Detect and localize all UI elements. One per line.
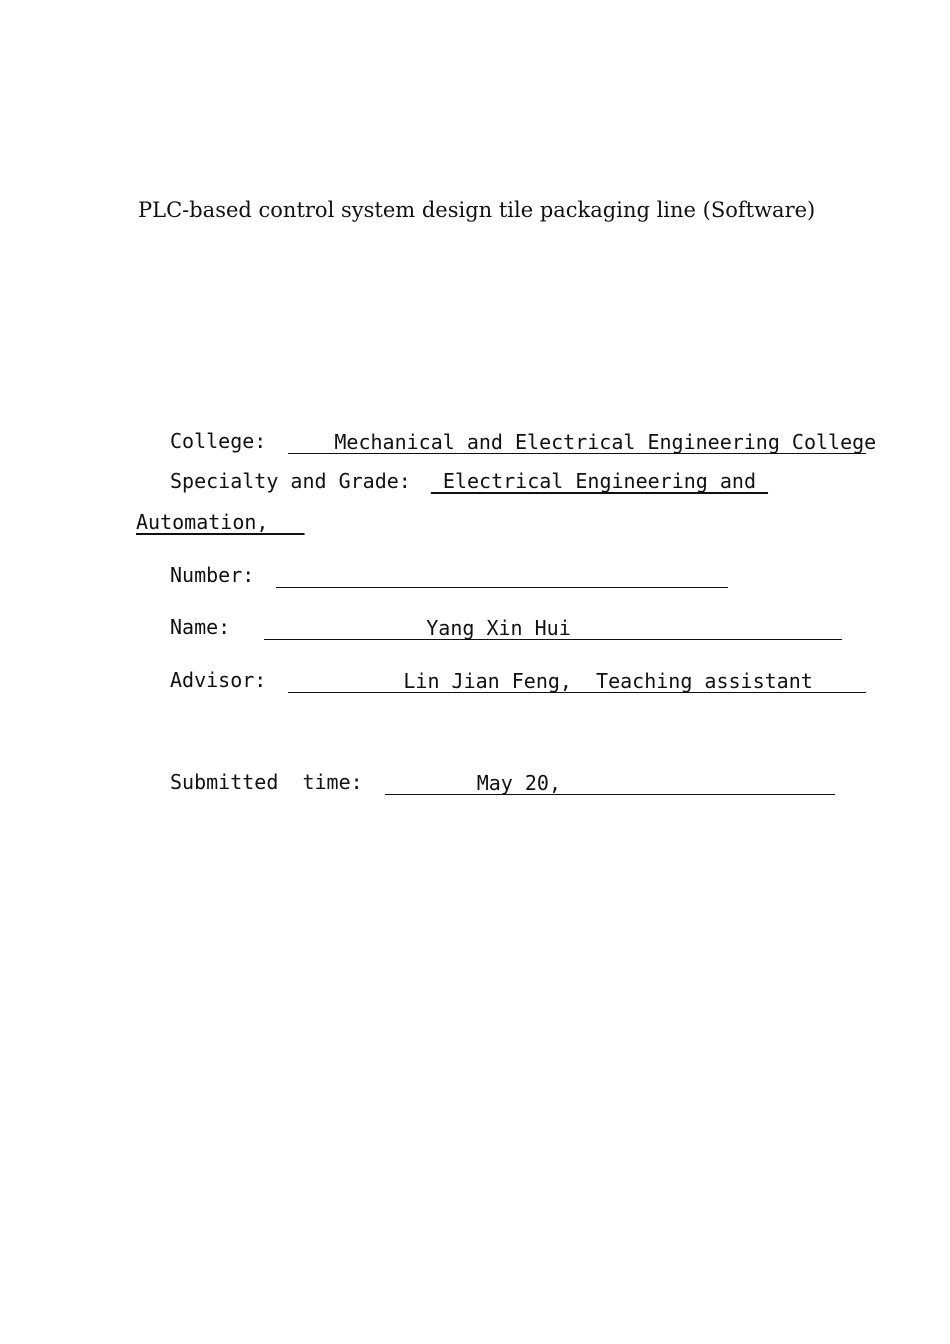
name-underline xyxy=(264,617,842,640)
college-label: College: xyxy=(170,429,267,453)
document-title: PLC-based control system design tile packaging line (Software) xyxy=(138,198,816,222)
submitted-label: Submitted time: xyxy=(170,770,363,794)
specialty-row xyxy=(170,468,768,494)
advisor-label: Advisor: xyxy=(170,668,267,692)
specialty-value-line1: Electrical Engineering and xyxy=(430,469,769,493)
submitted-value: May 20, xyxy=(476,771,561,795)
advisor-value: Lin Jian Feng, Teaching assistant xyxy=(403,669,813,693)
advisor-row xyxy=(170,667,866,693)
college-value: Mechanical and Electrical Engineering College xyxy=(334,430,877,454)
name-label: Name: xyxy=(170,615,231,639)
specialty-row-continued xyxy=(136,509,305,535)
submitted-row xyxy=(170,769,835,795)
number-label: Number: xyxy=(170,563,255,587)
name-value: Yang Xin Hui xyxy=(426,616,571,640)
number-underline xyxy=(276,565,728,588)
specialty-label: Specialty and Grade: xyxy=(170,469,411,493)
college-underline xyxy=(288,430,877,454)
specialty-value-line2: Automation, xyxy=(136,510,305,534)
advisor-underline xyxy=(288,670,866,693)
submitted-underline xyxy=(385,772,835,795)
name-row xyxy=(170,614,842,640)
number-row xyxy=(170,562,728,588)
college-row xyxy=(170,428,877,454)
